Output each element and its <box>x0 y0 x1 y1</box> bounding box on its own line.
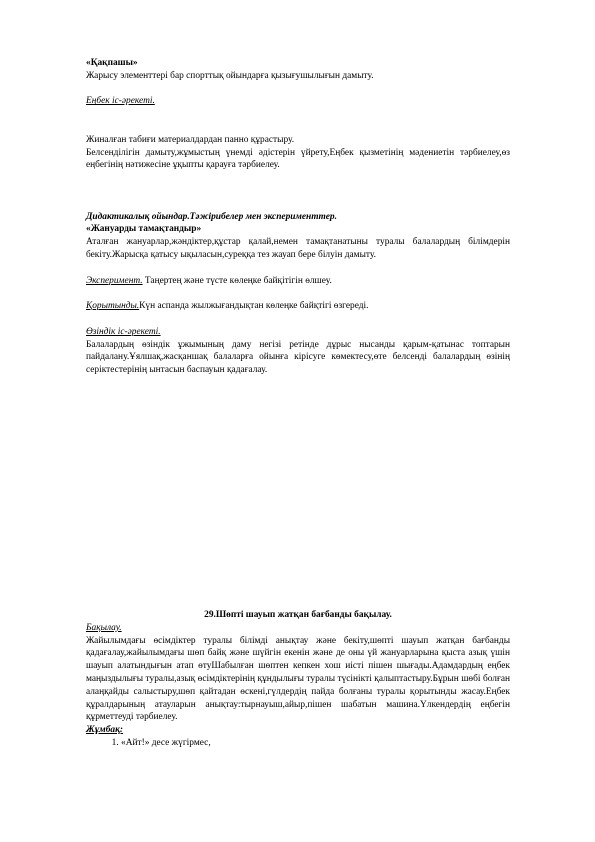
conclusion-paragraph <box>86 300 510 313</box>
experiment-label: Эксперимент. <box>86 275 143 286</box>
riddle-list <box>86 737 510 750</box>
observation-text: Жайылымдағы өсімдіктер туралы білімді анықтау және бекіту,шөпті шауып жатқан бағбанды қадағалау,жайылымдағы шөп байқ және шүйгін екенін және де оны үй жануарларына қыста азық үшін шауып алатындығын атап өтуШабылған шөптен кепкен хош иісті пішен шығады.Адамдардың еңбек маңыздылығы туралы,азық өсімдіктерінің құндылығы туралы түсінікті қалыптастыру.Бұрын шөбі болған алаңқайды салыстыру,шөп қайтадан өскені,гүлдердің пайда болғаны туралы қорытынды жасау.Еңбек құралдарының атауларын анықтау:тырнауыш,айыр,пішен шабатын машина.Үлкендердің еңбегін құрметтеуді тәрбиелеу. <box>86 635 510 723</box>
experiment-text: Таңертең және түсте көлеңке байқітігін өлшеу. <box>142 275 332 286</box>
game-title: «Қақпашы» <box>86 58 138 68</box>
labor-goal: Белсенділігін дамыту,жұмыстың үнемді әдістерін үйрету,Еңбек қызметінің мәдениетін тәрбиелеу,өз еңбегінің нәтижесіне ұқыпты қарауға тәрбиелеу. <box>86 147 510 171</box>
labor-task: Жиналған табиғи материалдардан панно құрастыру. <box>86 134 295 145</box>
section-gardener-observation <box>86 609 510 750</box>
didactic-game-title: «Жануарды тамақтандыр» <box>86 224 202 235</box>
independent-heading: Өзіндік іс-әрекеті. <box>86 326 161 337</box>
conclusion-label: Қорытынды. <box>86 301 140 312</box>
independent-text: Балалардың өзіндік ұжымының даму негізі ретінде дұрыс нысанды қарым-қатынас топтарын пайдалану.Ұялшақ,жасқаншақ балаларға ойынға кіріcуге көмектесу,өте белсенді балалардың өзінің серіктестерінің ынтасын баспауын қадағалау. <box>86 339 510 376</box>
riddle-line: 1. «Айт!» десе жүгірмес, <box>121 737 510 750</box>
walk-title: 29.Шөпті шауып жатқан бағбанды бақылау. <box>204 610 392 620</box>
riddle-label: Жұмбақ: <box>86 725 123 736</box>
conclusion-text: Күн аспанда жылжығандықтан көлеңке байқтігі өзгереді. <box>139 301 369 312</box>
game-goal: Жарысу элементтері бар спорттық ойындарға қызығушылығын дамыту. <box>86 70 374 81</box>
observation-label: Бақылау. <box>86 622 122 633</box>
didactic-heading: Дидактикалық ойындар.Тәжірибелер мен эксперименттер. <box>86 211 337 222</box>
didactic-game-text: Аталған жануарлар,жәндіктер,құстар қалай,немен тамақтанатыны туралы балалардың білімдерін бекіту.Жарысқа қатысу ықыласын,суреққа тез жауап бере білуін дамыту. <box>86 237 510 260</box>
section-walk-activities <box>86 57 510 377</box>
experiment-paragraph <box>86 275 510 288</box>
labor-heading: Еңбек іс-әрекеті. <box>86 96 155 107</box>
